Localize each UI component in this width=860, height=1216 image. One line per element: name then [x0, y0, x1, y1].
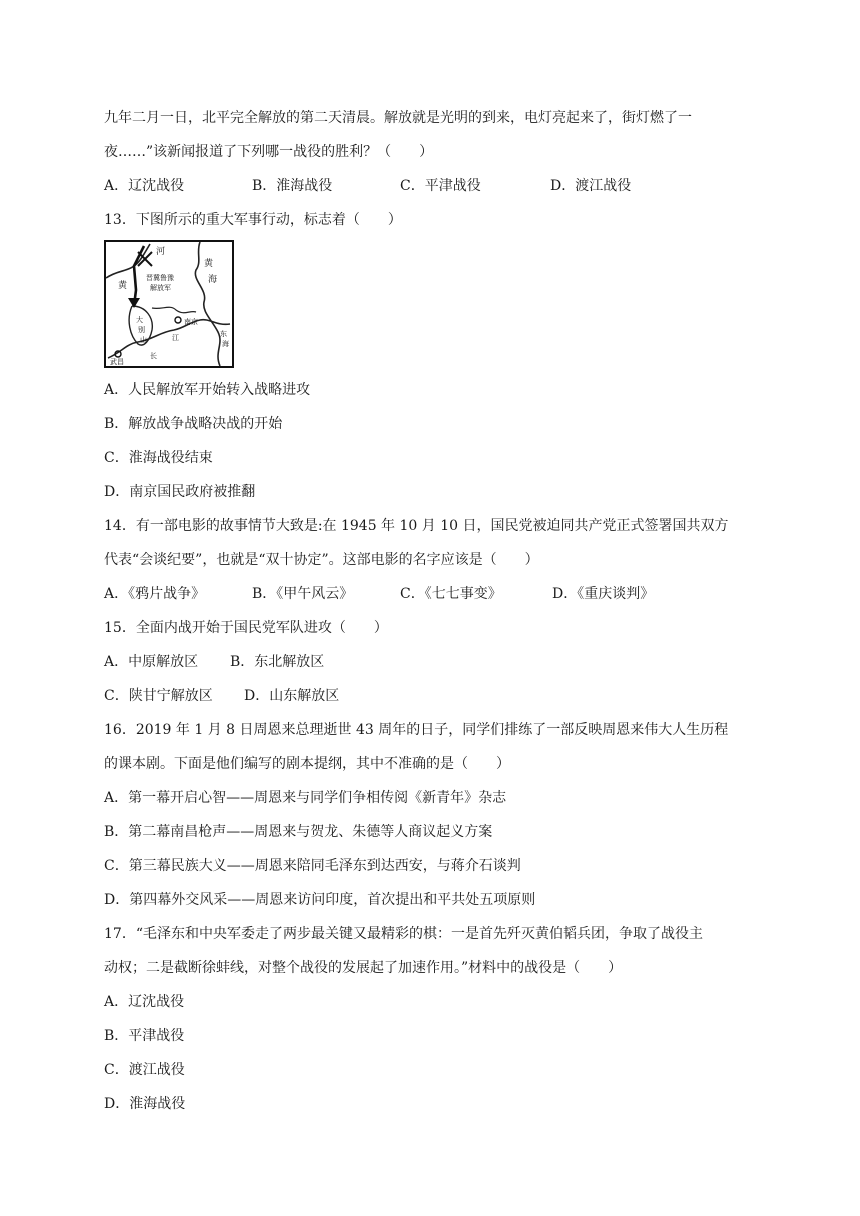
q12-option-a: A．辽沈战役 [104, 178, 185, 194]
q15-option-b: B．东北解放区 [230, 654, 325, 670]
q17-option-a: A．辽沈战役 [104, 994, 185, 1010]
q17-option-c: C．渡江战役 [104, 1062, 185, 1078]
q15-option-a: A．中原解放区 [104, 654, 199, 670]
q14-option-d: D．《重庆谈判》 [552, 586, 655, 602]
q15-stem: 15．全面内战开始于国民党军队进攻（ ） [104, 620, 388, 636]
map-label-huang-left: 黄 [118, 281, 128, 291]
map-label-chang: 长 [150, 352, 157, 360]
q17-option-d: D．淮海战役 [104, 1096, 186, 1112]
q17-line2: 动权；二是截断徐蚌线，对整个战役的发展起了加速作用。”材料中的战役是（ ） [104, 960, 623, 976]
q13-option-d: D．南京国民政府被推翻 [104, 484, 256, 500]
q13-stem: 13．下图所示的重大军事行动，标志着（ ） [104, 212, 402, 228]
q14-option-a: A．《鸦片战争》 [104, 586, 206, 602]
q12-option-d: D．渡江战役 [550, 178, 632, 194]
q16-line1: 16．2019 年 1 月 8 日周恩来总理逝世 43 周年的日子，同学们排练了一部反映周恩来伟大人生历程 [104, 722, 729, 738]
q16-line2: 的课本剧。下面是他们编写的剧本提纲，其中不准确的是（ ） [104, 756, 510, 772]
q14-line2: 代表“会谈纪要”，也就是“双十协定”。这部电影的名字应该是（ ） [104, 552, 539, 568]
map-label-dabie-3: 山 [140, 336, 147, 344]
q16-option-a: A．第一幕开启心智——周恩来与同学们争相传阅《新青年》杂志 [104, 790, 507, 806]
q15-option-c: C．陕甘宁解放区 [104, 688, 213, 704]
q13-option-a: A．人民解放军开始转入战略进攻 [104, 382, 311, 398]
map-label-dong: 东 [220, 330, 227, 338]
map-label-hai: 海 [208, 275, 218, 285]
q12-option-b: B．淮海战役 [252, 178, 333, 194]
q12-line2: 夜……”该新闻报道了下列哪一战役的胜利？（ ） [104, 144, 434, 160]
q12-option-c: C．平津战役 [400, 178, 481, 194]
q13-option-c: C．淮海战役结束 [104, 450, 213, 466]
q14-line1: 14．有一部电影的故事情节大致是:在 1945 年 10 月 10 日，国民党被迫同共产党正式签署国共双方 [104, 518, 729, 534]
q17-option-b: B．平津战役 [104, 1028, 185, 1044]
q15-option-d: D．山东解放区 [244, 688, 340, 704]
map-label-dong-hai: 海 [222, 340, 229, 348]
q17-line1: 17．“毛泽东和中央军委走了两步最关键又最精彩的棋：一是首先歼灭黄伯韬兵团，争取了战役主 [104, 926, 703, 942]
map-label-dabie-1: 大 [136, 316, 143, 324]
map-label-wuchang: 武昌 [110, 358, 124, 366]
map-label-army-1: 晋冀鲁豫 [146, 274, 174, 282]
q12-line1: 九年二月一日，北平完全解放的第二天清晨。解放就是光明的到来，电灯亮起来了，街灯燃了一 [104, 110, 692, 126]
q16-option-b: B．第二幕南昌枪声——周恩来与贺龙、朱德等人商议起义方案 [104, 824, 493, 840]
map-label-dabie-2: 别 [138, 326, 145, 334]
q16-option-c: C．第三幕民族大义——周恩来陪同毛泽东到达西安，与蒋介石谈判 [104, 858, 521, 874]
map-label-he: 河 [156, 247, 166, 257]
q16-option-d: D．第四幕外交风采——周恩来访问印度，首次提出和平共处五项原则 [104, 892, 536, 908]
q14-option-c: C．《七七事变》 [400, 586, 502, 602]
map-label-army-2: 解放军 [150, 284, 171, 292]
map-label-huang: 黄 [204, 259, 214, 269]
march-map [104, 240, 234, 368]
map-label-nanjing: 南京 [184, 318, 198, 326]
q13-option-b: B．解放战争战略决战的开始 [104, 416, 283, 432]
q14-option-b: B．《甲午风云》 [252, 586, 354, 602]
map-label-jiang: 江 [172, 334, 179, 342]
